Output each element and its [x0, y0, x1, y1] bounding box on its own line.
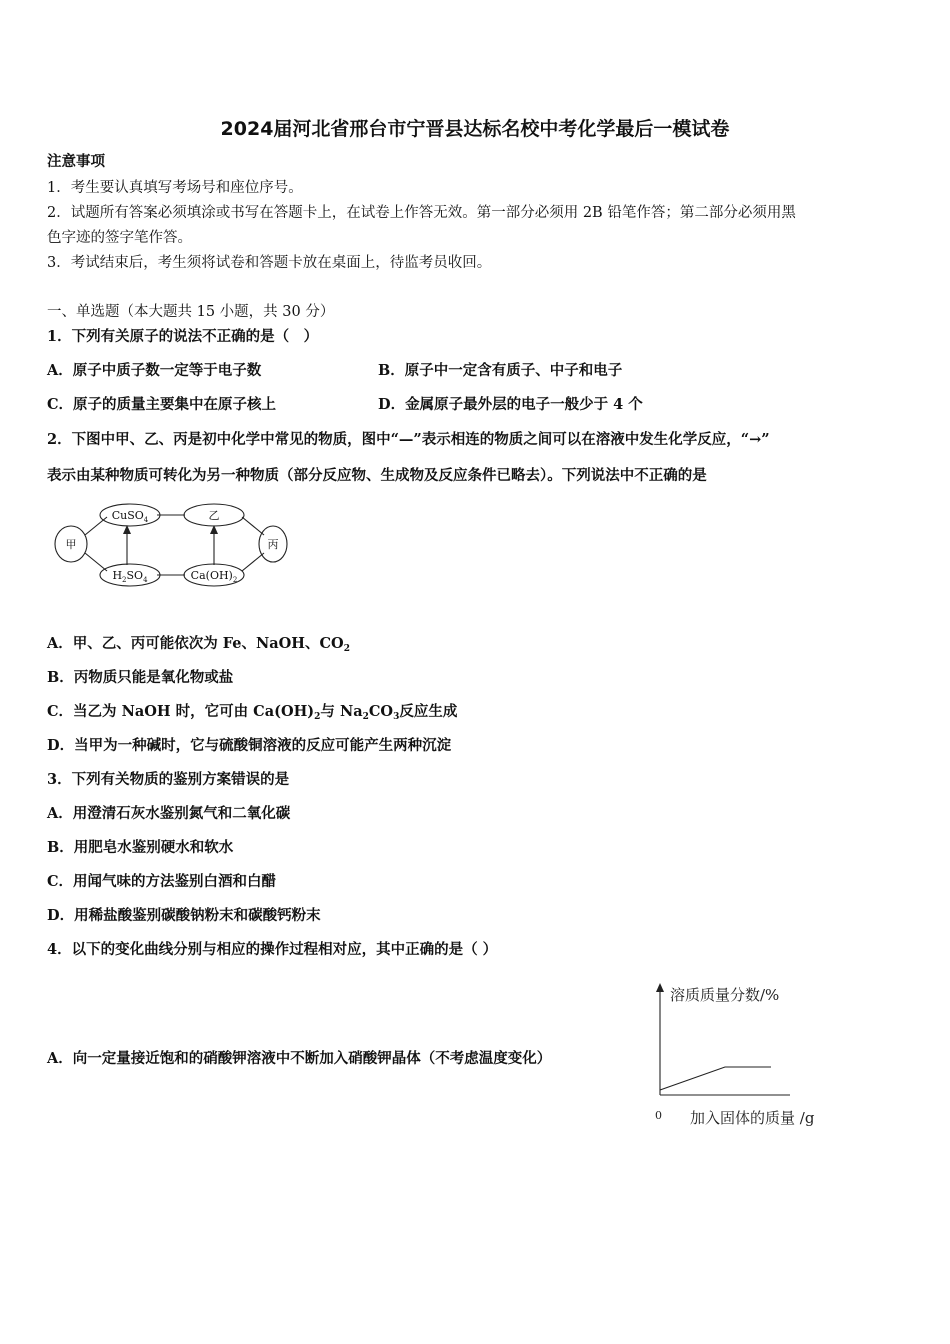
solubility-graph: [640, 978, 845, 1133]
q1-stem: 1．下列有关原子的说法不正确的是（ ）: [47, 328, 319, 345]
label-bing: 丙: [267, 538, 279, 551]
graph-y-label: 溶质质量分数/%: [670, 986, 780, 1004]
q3-option-b: B．用肥皂水鉴别硬水和软水: [47, 839, 234, 856]
q1-option-c: C．原子的质量主要集中在原子核上: [47, 396, 277, 413]
q2-option-b: B．丙物质只能是氧化物或盐: [47, 669, 234, 686]
q2-option-a: A．甲、乙、丙可能依次为 Fe、NaOH、$CO_2$: [47, 635, 350, 654]
label-cuso4: CuSO$_4$: [111, 509, 149, 524]
q3-option-d: D．用稀盐酸鉴别碳酸钠粉末和碳酸钙粉末: [47, 907, 321, 924]
q1-option-b: B．原子中一定含有质子、中子和电子: [378, 362, 623, 379]
curve-line: [660, 1067, 771, 1090]
graph-origin: 0: [655, 1109, 662, 1122]
q2-stem-line-2: 表示由某种物质可转化为另一种物质（部分反应物、生成物及反应条件已略去）。下列说法中不正确的是: [47, 467, 707, 484]
q1-option-a: A．原子中质子数一定等于电子数: [47, 362, 262, 379]
notice-item-3: 3．考试结束后，考生须将试卷和答题卡放在桌面上，待监考员收回。: [47, 255, 492, 271]
notice-item-2-line-2: 色字迹的签字笔作答。: [47, 230, 192, 246]
q3-option-c: C．用闻气味的方法鉴别白酒和白醋: [47, 873, 277, 890]
q4-stem: 4．以下的变化曲线分别与相应的操作过程相对应，其中正确的是（ ）: [47, 941, 498, 958]
page-title: 2024届河北省邢台市宁晋县达标名校中考化学最后一模试卷: [220, 118, 730, 140]
label-yi: 乙: [208, 509, 220, 522]
graph-x-label: 加入固体的质量 /g: [690, 1109, 815, 1127]
link-caoh2-bing: [242, 553, 264, 571]
label-jia: 甲: [65, 538, 77, 551]
notice-heading: 注意事项: [47, 153, 105, 170]
q3-option-a: A．用澄清石灰水鉴别氮气和二氧化碳: [47, 805, 291, 822]
notice-item-1: 1．考生要认真填写考场号和座位序号。: [47, 180, 303, 196]
section-heading: 一、单选题（本大题共 15 小题，共 30 分）: [47, 304, 335, 320]
link-jia-h2so4: [85, 553, 107, 571]
notice-item-2-line-1: 2．试题所有答案必须填涂或书写在答题卡上，在试卷上作答无效。第一部分必须用 2B 铅笔作答；第二部分必须用黑: [47, 205, 796, 221]
q1-option-d: D．金属原子最外层的电子一般少于 4 个: [378, 396, 643, 413]
label-caoh2: $Ca(OH)_2$: [190, 569, 238, 584]
link-yi-bing: [242, 517, 264, 535]
reaction-diagram: [50, 495, 300, 595]
q2-option-c: C．当乙为 NaOH 时，它可由 $Ca(OH)_2$与 $Na_2CO_3$反应生成: [47, 703, 458, 722]
q2-stem-line-1: 2．下图中甲、乙、丙是初中化学中常见的物质，图中“—”表示相连的物质之间可以在溶液中发生化学反应，“→”: [47, 431, 770, 448]
q3-stem: 3．下列有关物质的鉴别方案错误的是: [47, 771, 290, 788]
q2-option-d: D．当甲为一种碱时，它与硫酸铜溶液的反应可能产生两种沉淀: [47, 737, 452, 754]
label-h2so4: $H_2SO_4$: [112, 569, 148, 584]
q4-option-a: A．向一定量接近饱和的硝酸钾溶液中不断加入硝酸钾晶体（不考虑温度变化）: [47, 1050, 552, 1067]
y-axis-arrow: [656, 983, 664, 992]
